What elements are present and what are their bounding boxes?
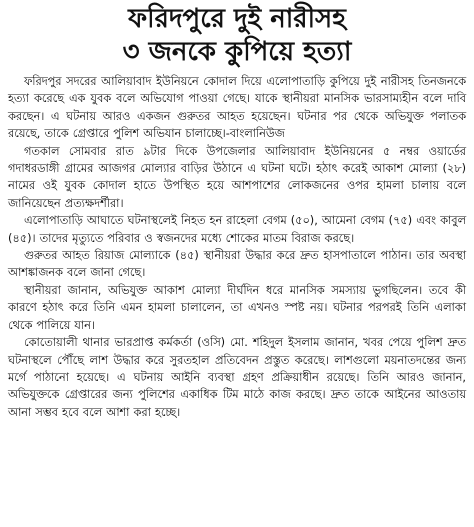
headline: [8, 3, 466, 69]
paragraph-4: গুরুতর আহত রিয়াজ মোল্যাকে (৪৫) স্থানীয়রা উদ্ধার করে দ্রুত হাসপাতালে পাঠান। তার অবস্থা আশঙ্কাজনক বলে জানা গেছে।: [8, 249, 466, 280]
headline-line-1: ফরিদপুরে দুই নারীসহ: [128, 4, 346, 34]
headline-line-2: ৩ জনকে কুপিয়ে হত্যা: [122, 37, 352, 67]
paragraph-5: স্থানীয়রা জানান, অভিযুক্ত আকাশ মোল্যা দীর্ঘদিন ধরে মানসিক সমস্যায় ভুগছিলেন। তবে কী কারণে হঠাৎ করে তিনি এমন হামলা চালালেন, তা এখনও স্পষ্ট নয়। ঘটনার পরপরই তিনি এলাকা থেকে পালিয়ে যান।: [8, 283, 466, 332]
paragraph-6: কোতোয়ালী থানার ভারপ্রাপ্ত কর্মকর্তা (ওসি) মো. শহিদুল ইসলাম জানান, খবর পেয়ে পুলিশ দ্রুত ঘটনাস্থলে পৌঁছে লাশ উদ্ধার করে সুরতহাল প্রতিবেদন প্রস্তুত করেছে। লাশগুলো ময়নাতদন্তের জন্য মর্গে পাঠানো হয়েছে। এ ঘটনায় আইনি ব্যবস্থা গ্রহণ প্রক্রিয়াধীন রয়েছে। তিনি আরও জানান, অভিযুক্তকে গ্রেপ্তারের জন্য পুলিশের একাধিক টিম মাঠে কাজ করছে। দ্রুত তাকে আইনের আওতায় আনা সম্ভব হবে বলে আশা করা হচ্ছে।: [8, 336, 466, 419]
paragraph-3: এলোপাতাড়ি আঘাতে ঘটনাস্থলেই নিহত হন রাহেলা বেগম (৫০), আমেনা বেগম (৭৫) এবং কাবুল (৪৫)। তাদের মৃত্যুতে পরিবার ও স্বজনদের মধ্যে শোকের মাতম বিরাজ করছে।: [8, 214, 466, 245]
paragraph-2: গতকাল সোমবার রাত ৯টার দিকে উপজেলার আলিয়াবাদ ইউনিয়নের ৫ নম্বর ওয়ার্ডের গদাধরডাঙ্গী গ্রামের আজগর মোল্যার বাড়ির উঠানে এ ঘটনা ঘটে। হঠাৎ করেই আকাশ মোল্যা (২৮) নামের ওই যুবক কোদাল হাতে উপস্থিত হয়ে আশপাশের লোকজনের ওপর হামলা চালায় বলে জানিয়েছেন প্রত্যক্ষদর্শীরা।: [8, 144, 466, 210]
paragraph-1: ফরিদপুর সদরের আলিয়াবাদ ইউনিয়নে কোদাল দিয়ে এলোপাতাড়ি কুপিয়ে দুই নারীসহ তিনজনকে হত্যা করেছে এক যুবক বলে অভিযোগ পাওয়া গেছে। যাকে স্থানীয়রা মানসিক ভারসাম্যহীন বলে দাবি করছেন। এ ঘটনায় আরও একজন গুরুতর আহত হয়েছেন। ঘটনার পর থেকে অভিযুক্ত পলাতক রয়েছে, তাকে গ্রেপ্তারে পুলিশ অভিযান চালাচ্ছে।-বাংলানিউজ: [8, 75, 466, 141]
article-body: [8, 73, 466, 421]
